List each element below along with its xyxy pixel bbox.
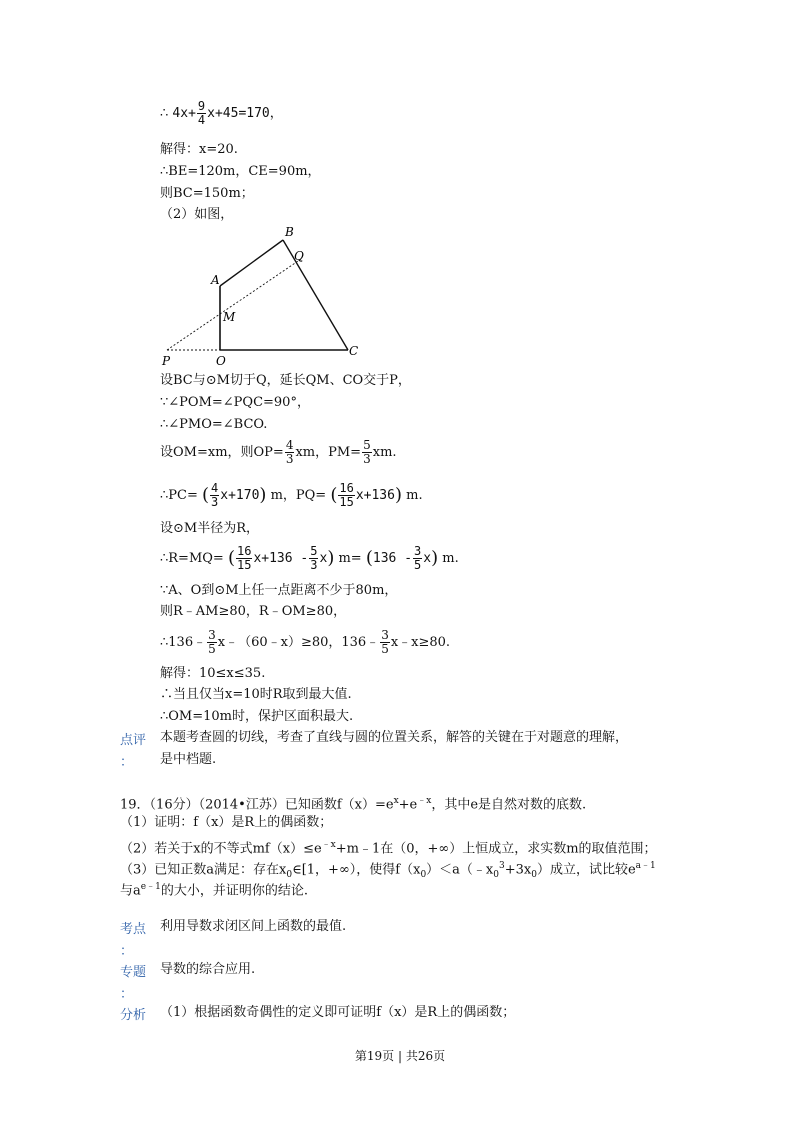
paren-close: ) [259,484,267,506]
fraction-16-15 [236,545,252,572]
label-c: C [349,344,359,358]
eq1-part-a: 4x+ [172,106,196,121]
q19-header [120,792,586,814]
sup-x: x [393,796,399,806]
comment-label: 点评 [120,733,147,748]
frac-den: 5 [414,558,422,572]
fraction-4-3 [210,482,219,509]
r-part-a: ∴R=MQ= [160,551,224,566]
set-part-c: xm. [372,445,397,460]
frac-num: 16 [339,481,354,495]
label-o: O [216,354,226,368]
sup-a-1: a﹣1 [635,861,656,871]
label-p: P [162,354,171,368]
frac-num: 4 [211,481,219,495]
fraction-3-5 [207,629,217,656]
p2-a: （2）若关于x的不等式mf（x）≤e [120,841,322,857]
pc-part-c: m，PQ= [270,488,327,503]
frac-num: 9 [197,99,206,113]
frac-den: 3 [363,452,371,466]
sup-3: 3 [499,861,505,871]
fraction-4-3 [285,439,295,466]
zhuanti-label: 专题 [120,965,147,980]
segment-ab [220,240,283,286]
fraction-3-5 [380,629,390,656]
q19-part1: （1）证明：f（x）是R上的偶函数； [120,815,333,830]
segment-bc [283,240,348,350]
paren-open: ( [227,547,235,569]
line-r-mq [160,545,459,572]
eq1-part-b: x+45=170， [207,106,283,121]
sup-e-1: e﹣1 [140,882,161,892]
frac-num: 5 [363,438,371,452]
line-pc-pq [160,482,423,509]
p2-b: +m﹣1在（0，+∞）上恒成立，求实数m的取值范围； [335,841,657,857]
p3-e: ）成立，试比较e [536,862,636,878]
paren-open: ( [365,547,373,569]
kaodian-text: 利用导数求闭区间上函数的最值. [160,919,347,934]
ineq2-part-a: ∴136﹣ [160,635,207,650]
kaodian-colon: ： [120,944,134,959]
equation-line-1 [160,100,283,127]
p3-a: （3）已知正数a满足：存在x [120,862,287,878]
fraction-16-15 [338,482,354,509]
line-solve: 解得：x=20. [160,142,238,157]
comment-text-2: 是中档题. [160,752,217,767]
p3-d: +3x [504,862,532,878]
p2-sup: ﹣x [321,840,336,850]
line-radius: 设⊙M半径为R， [160,521,259,536]
frac-num: 3 [381,628,389,642]
line-max: ∴当且仅当x=10时R取到最大值. [160,687,352,702]
frac-den: 5 [208,642,216,656]
fraction-5-3 [362,439,372,466]
frac-num: 16 [237,544,252,558]
frac-den: 5 [381,642,389,656]
frac-den: 3 [211,495,219,509]
frac-den: 15 [237,558,252,572]
paren-close: ) [394,484,402,506]
fraction-5-3 [309,545,318,572]
line-bc: 则BC=150m； [160,186,254,201]
fenxi-label: 分析 [120,1008,147,1023]
line-be: ∴BE=120m，CE=90m， [160,164,321,179]
frac-den: 4 [197,113,206,127]
set-part-a: 设OM=xm，则OP= [160,445,284,460]
line-conclusion: ∴OM=10m时，保护区面积最大. [160,709,354,724]
pc-part-b: x+170 [220,488,260,503]
zhuanti-colon: ： [120,987,134,1002]
frac-den: 3 [310,558,318,572]
r-part-f: x [423,551,432,566]
paren-open: ( [330,484,338,506]
paren-open: ( [202,484,210,506]
fenxi-text: （1）根据函数奇偶性的定义即可证明f（x）是R上的偶函数； [160,1005,516,1020]
label-b: B [285,225,294,239]
q19-part3-cont [120,878,308,900]
q19-header-a: 19．（16分）（2014•江苏）已知函数f（x）=e [120,797,394,813]
fraction-3-5 [413,545,422,572]
p3-c: ）＜a（﹣x [426,862,494,878]
pq-part-c: m. [406,488,423,503]
line-angle2: ∴∠PMO=∠BCO. [160,417,268,432]
sup-neg-x: ﹣x [417,796,432,806]
paren-close: ) [431,547,439,569]
line-set-om [160,439,397,466]
ineq2-part-c: x﹣x≥80. [390,635,451,650]
line-part2: （2）如图， [160,207,234,222]
sub-0: 0 [493,869,499,880]
p3-b: ∈[1，+∞），使得f（x [292,862,421,878]
label-a: A [211,273,220,287]
r-part-g: m. [442,551,459,566]
q19-header-mid: +e [398,797,418,813]
line-angle1: ∵∠POM=∠PQC=90°， [160,395,310,410]
frac-den: 3 [285,452,294,466]
set-part-b: xm，PM= [295,445,362,460]
kaodian-label: 考点 [120,922,147,937]
label-m: M [223,310,236,324]
line-ineq2 [160,629,450,656]
comment-colon: ： [120,755,134,770]
sub-0: 0 [531,869,537,880]
line-ineq1: 则R﹣AM≥80，R﹣OM≥80， [160,604,347,619]
r-part-b: x+136 - [253,551,309,566]
zhuanti-text: 导数的综合应用. [160,962,256,977]
q19-header-end: ，其中e是自然对数的底数. [431,797,587,813]
line-range: 解得：10≤x≤35. [160,666,266,681]
r-part-c: x [319,551,328,566]
comment-text-1: 本题考查圆的切线，考查了直线与圆的位置关系，解答的关键在于对题意的理解， [160,730,629,745]
page-footer: 第19页 | 共26页 [354,1049,446,1063]
r-part-d: m= [338,551,362,566]
frac-num: 5 [310,544,318,558]
line-tangent: 设BC与⊙M切于Q，延长QM、CO交于P， [160,373,411,388]
geometry-figure [155,222,370,372]
sub-0: 0 [420,869,427,880]
label-q: Q [294,249,304,263]
frac-den: 15 [339,495,354,509]
pc-part-a: ∴PC= [160,488,198,503]
line-condition: ∵A、O到⊙M上任一点距离不少于80m， [160,583,398,598]
q19-part2 [120,836,657,858]
frac-num: 3 [414,544,422,558]
paren-close: ) [327,547,335,569]
ineq2-part-b: x﹣（60﹣x）≥80，136﹣ [217,635,380,650]
frac-num: 4 [285,438,294,452]
fraction-9-4 [197,100,206,127]
frac-num: 3 [208,628,216,642]
r-part-e: 136 - [372,551,413,566]
pq-part-b: x+136 [355,488,395,503]
therefore-symbol: ∴ [160,106,169,121]
sub-0: 0 [286,869,293,880]
dotted-line-pq [167,259,301,350]
p4-a: 与a [120,883,141,899]
p4-b: 的大小，并证明你的结论. [160,883,308,899]
